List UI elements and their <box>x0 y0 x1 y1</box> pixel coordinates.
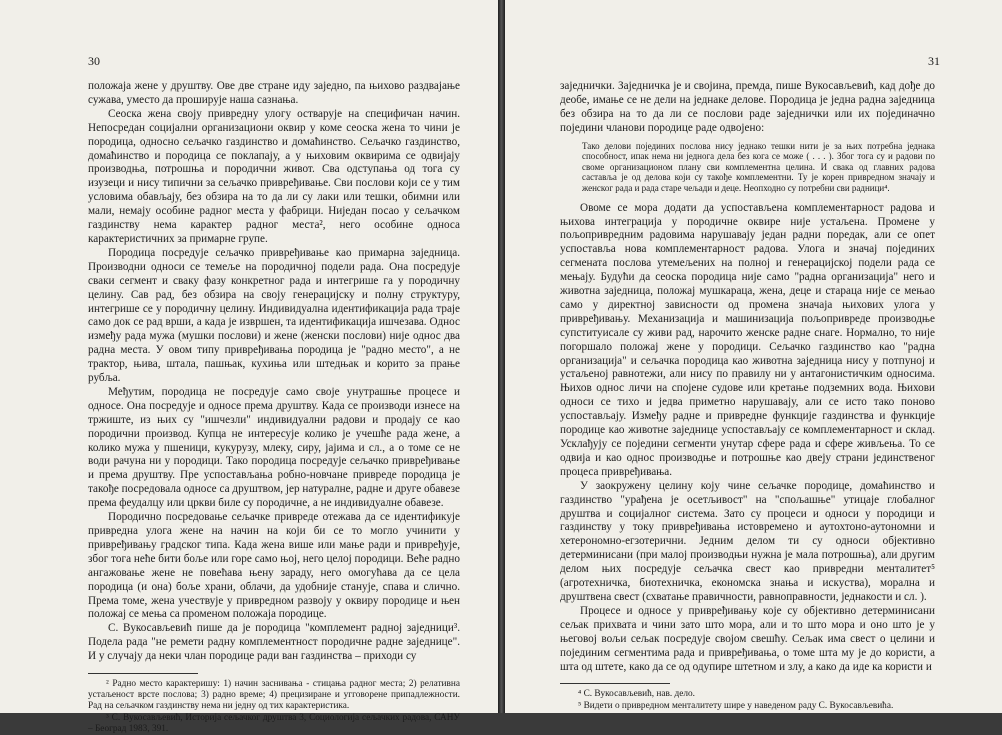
paragraph: С. Вукосављевић пише да је породица "комплемент радној заједници³. Подела рада "не ремети радну комплементност породичне радне заједнице". И у случају да неки члан породице ради ван газдинства – приходи су <box>88 622 460 663</box>
book-gutter <box>498 0 505 713</box>
paragraph: заједнички. Заједничка је и својина, премда, пише Вукосављевић, кад дође до деобе, имање се не дели на једнаке делове. Породица је једна радна заједница без обзира на то да ли се послови раде заједнички или их појединачно поједини чланови породице раде одвојено: <box>560 80 935 134</box>
paragraph: Процесе и односе у привређивању које су објективно детерминисани сељак прихвата и чини зато што мора, али и то што мора и оно што је у његовој вољи сељак посредује својом свешћу. Сељак има свест о целини и појединим сегментима рада и привређивања, о томе шта му је до користи, а шта од штете, како да се од одупире штетном и злу, а како да иде ка користи и <box>560 604 935 673</box>
paragraph: У заокружену целину коју чине сељачке породице, домаћинство и газдинство "урађена је осетљивост" на "спољашње" утицаје глобалног друштва и социјалног система. Зато су процеси и односи у породици и газдинству у току привређивања истовремено и аутохтоно-аутономни и хетерономно-егзотерични. Једним делом ти су односи објективно детерминисани (при малој производњи нужна је мала потрошња), али другим делом њих посредује сељачка свест као привредни менталитет⁵ (агротехничка, биотехничка, економска знања и искуства), морална и друштвена свест (схватање правичности, равноправности, једнакости и сл. ). <box>560 479 935 603</box>
paragraph: Сеоска жена своју привредну улогу остварује на специфичан начин. Непосредан социјални организациони оквир у коме сеоска жена то чини је породица, односно сељачко газдинство и домаћинство. Сељачко газдинство, домаћинство и породица се поклапају, а у њиховим оквирима се одвијају производња, потрошња и породични живот. Сва одступања од тога су изузеци и нису типични за сељачко привређивање. Сви послови који се у тим условима обављају, без обзира на то да ли су лаки или тешки, обимни или мали, немају особине радног места у фабрици. Ниједан посао у сељачком газдинству нема карактер радног места², него особине односа карактеристичних за примарне групе. <box>88 107 460 245</box>
page-number: 31 <box>928 54 940 68</box>
page-body <box>88 80 460 735</box>
footnote: ⁴ С. Вукосављевић, нав. дело. <box>578 689 695 700</box>
left-page <box>0 0 498 734</box>
page-number: 30 <box>88 54 100 68</box>
paragraph: Овоме се мора додати да успостављена комплементарност радова и њихова интеграција у породичне оквире није устаљена. Промене у пољопривредним радовима нарушавају један радни поредак, али се опет успоставља нова комплементарност радова. Улога и значај појединих сегмената послова утемељених на полној и генерацијској подели рада се мењају. Будући да сеоска породица није само "радна организација" него и животна заједница, положај мушкараца, жена, деце и стараца није се мењао само у директној зависности од промена значаја њихових улога у привређивању. Механизација и машинизација пољопривреде производње супституисале су живи рад, нарочито женске радне снаге. Нормално, то није погоршало положај жене у породици. Сељачко газдинство као "радна организација" и сељачка породица као животна заједница нису у потпуној и устаљеној равнотежи, али нису по правилу ни у антагонистичким односима. Њихов однос личи на спојене судове или кретање подземних вода. Њихови односи се тихо и једва приметно нарушавају, али се исто тако поново успостављају. Између радне и привредне функције газдинства и функције породице као животне заједнице успостављају се комплементарност и склад. Усклађују се поједини сегменти унутар сфере рада и сфере живљења. То се одвија и као однос производње и потрошње као двеју страни јединственог процеса привређивања. <box>560 201 935 478</box>
right-page <box>505 0 1002 713</box>
footnote: ⁵ Видети о привредном менталитету шире у наведеном раду С. Вукосављевића. <box>578 700 894 711</box>
paragraph: Међутим, породица не посредује само своје унутрашње процесе и односе. Она посредује и односе према друштву. Када се производи изнесе на тржиште, из њих су "ишчезли" индивидуални радови и продају се као породични производ. Купца не интересује колико је учешће рада жене, а колико мужа у пшеници, кукурузу, млеку, сиру, јајима и сл., а о томе се не води рачуна ни у породици. Тако породица посредује сељачко привређивање и према друштву. Пре успостављања робно-новчане привреде породица је такође посредовала односе са друштвом, јер натуралне, радне и друге обавезе према феудалцу или цркви биле су породичне, а не индивидуалне обавезе. <box>88 385 460 510</box>
page-body <box>560 80 935 712</box>
paragraph: положаја жене у друштву. Ове две стране иду заједно, па њихово раздвајање сужава, уместо да проширује наша сазнања. <box>88 80 460 106</box>
footnote-divider <box>88 673 198 674</box>
paragraph: Породично посредовање сељачке привреде отежава да се идентификује привредна улога жене на начин на који би се то могло учинити у привређивању градског типа. Када жена више или мање ради и привређује, због тога неће бити боље или горе само њој, него целој породици. Веће радно ангажовање жене не повећава њену зараду, него омогућава да се цела породица (и она) боље храни, облачи, да удобније станује, спава и слично. Према томе, жена учествује у привредном развоју у оквиру породице и њен положај се мења са променом положаја породице. <box>88 511 460 621</box>
footnote: ³ С. Вукосављевић, Историја сељачког друштва 3, Социологија сељачких радова, САНУ – Београд 1983, 391. <box>88 712 460 734</box>
block-quote: Тако делови појединих послова нису једнако тешки нити је за њих потребна једнака способност, ипак нема ни једнога дела без кога се може ( . . . ). Због тога су и радови по своме организационом плану сви комплементна целина. И свака од главних радова саставља је од делова који су такође комплементни. Ту је корен привредном значају и женског рада и рада старе чељади и деце. Неопходно су потребни сви радници⁴. <box>582 140 935 193</box>
footnote: ² Радно место карактеришу: 1) начин заснивања - стицања радног места; 2) релативна устаљеност врсте послова; 3) радно време; 4) прецизиране и угговорене припадлежности. Рад на сељачком газдинству нема ни једну од тих карактеристика. <box>88 679 460 712</box>
footnote-divider <box>560 683 670 684</box>
paragraph: Породица посредује сељачко привређивање као примарна заједница. Производни односи се темеље на породичној подели рада. Она посредује сваки сегмент и сваку фазу конкретног рада и интегрише га у породичну целину. Сав рад, без обзира на своју генерацијску и полну структуру, интегрише се у породичну целину. Индивидуална идентификација рада траје само док се рад врши, а када је извршен, та идентификација ишчезава. Однос између рада мужа (мушки послови) и жене (женски послови) није однос два радна места. У овом типу привређивања породица је "радно место", а не трактор, њива, штала, пашњак, кухиња или штедњак и корито за прање рубља. <box>88 246 460 385</box>
